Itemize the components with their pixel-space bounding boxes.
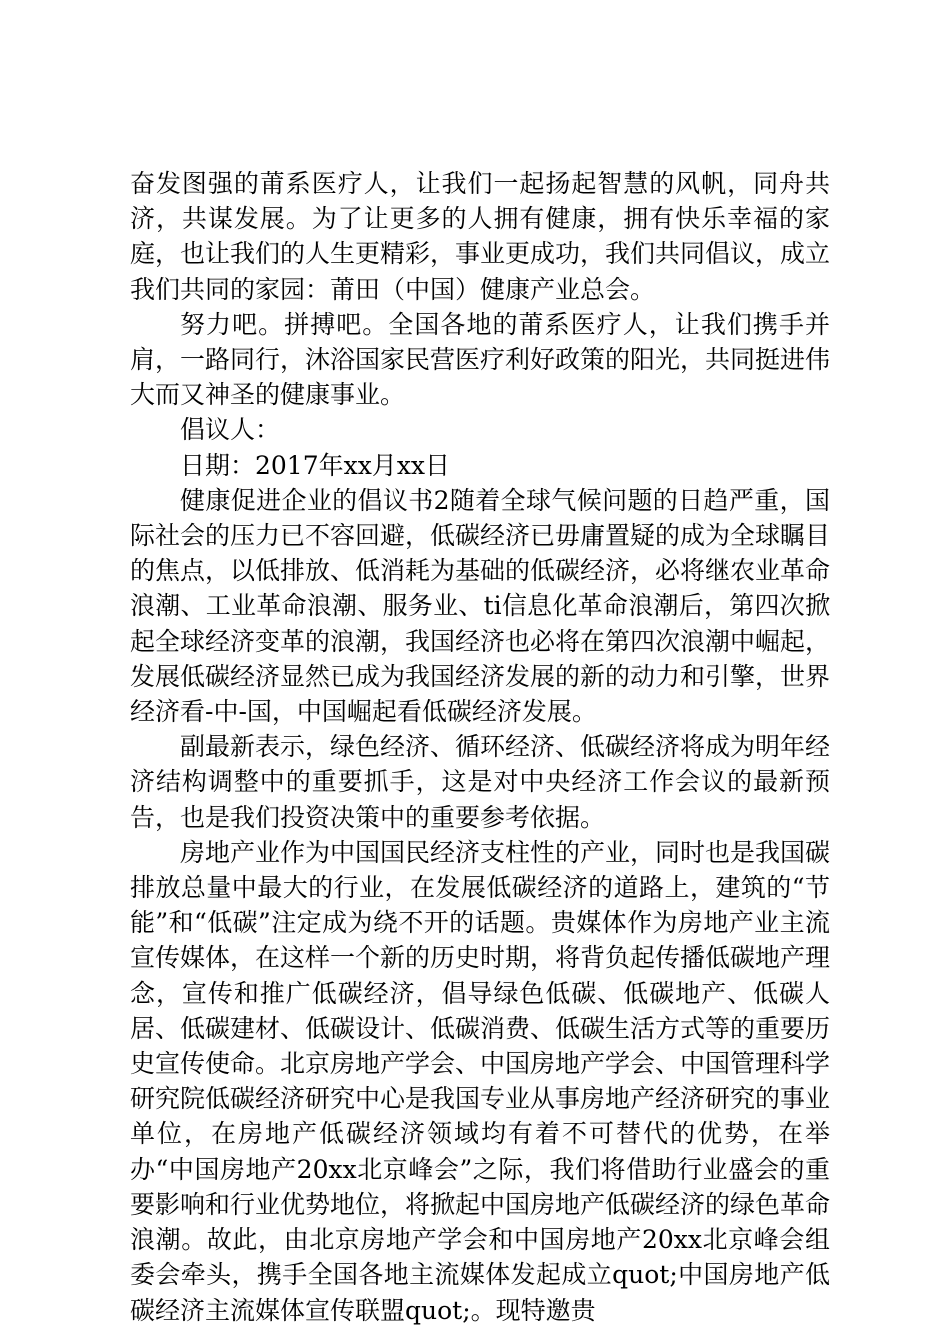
paragraph-appeal: 努力吧。拼搏吧。全国各地的莆系医疗人，让我们携手并肩，一路同行，沐浴国家民营医疗利好政策的阳光，共同挺进伟大而又神圣的健康事业。 bbox=[130, 309, 831, 410]
paragraph-initiator: 倡议人： bbox=[180, 415, 281, 445]
paragraph-continuation: 奋发图强的莆系医疗人，让我们一起扬起智慧的风帆，同舟共济，共谋发展。为了让更多的人拥有健康，拥有快乐幸福的家庭，也让我们的人生更精彩，事业更成功，我们共同倡议，成立我们共同的家园：莆田（中国）健康产业总会。 bbox=[130, 169, 831, 304]
paragraph-low-carbon-intro: 健康促进企业的倡议书2随着全球气候问题的日趋严重，国际社会的压力已不容回避，低碳经济已毋庸置疑的成为全球瞩目的焦点，以低排放、低消耗为基础的低碳经济，必将继农业革命浪潮、工业革命浪潮、服务业、ti信息化革命浪潮后，第四次掀起全球经济变革的浪潮，我国经济也必将在第四次浪潮中崛起，发展低碳经济显然已成为我国经济发展的新的动力和引擎，世界经济看-中-国，中国崛起看低碳经济发展。 bbox=[130, 485, 831, 727]
paragraph-real-estate: 房地产业作为中国国民经济支柱性的产业，同时也是我国碳排放总量中最大的行业，在发展低碳经济的道路上，建筑的“节能”和“低碳”注定成为绕不开的话题。贵媒体作为房地产业主流宣传媒体，在这样一个新的历史时期，将背负起传播低碳地产理念，宣传和推广低碳经济，倡导绿色低碳、低碳地产、低碳人居、低碳建材、低碳设计、低碳消费、低碳生活方式等的重要历史宣传使命。北京房地产学会、中国房地产学会、中国管理科学研究院低碳经济研究中心是我国专业从事房地产经济研究的事业单位，在房地产低碳经济领域均有着不可替代的优势，在举办“中国房地产20xx北京峰会”之际，我们将借助行业盛会的重要影响和行业优势地位，将掀起中国房地产低碳经济的绿色革命浪潮。故此，由北京房地产学会和中国房地产20xx北京峰会组委会牵头，携手全国各地主流媒体发起成立quot;中国房地产低碳经济主流媒体宣传联盟quot;。现特邀贵 bbox=[130, 837, 831, 1325]
paragraph-date: 日期：2017年xx月xx日 bbox=[180, 450, 451, 480]
paragraph-green-economy: 副最新表示，绿色经济、循环经济、低碳经济将成为明年经济结构调整中的重要抓手，这是对中央经济工作会议的最新预告，也是我们投资决策中的重要参考依据。 bbox=[130, 732, 831, 832]
document-body bbox=[130, 166, 830, 1328]
